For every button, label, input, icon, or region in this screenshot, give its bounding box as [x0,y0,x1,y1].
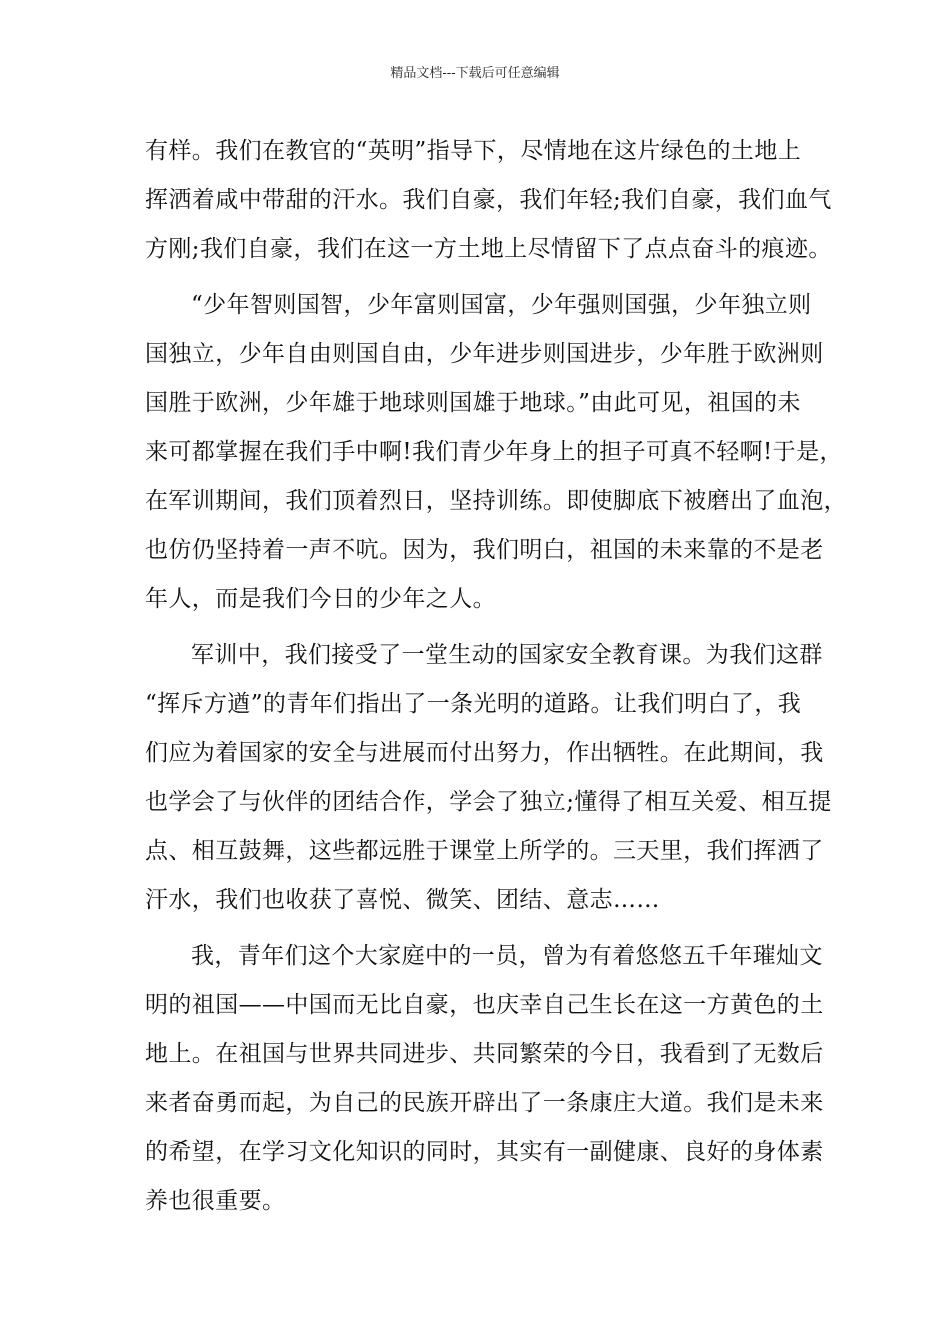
document-body [145,127,847,1226]
paragraph-3-line-1: 军训中，我们接受了一堂生动的国家安全教育课。为我们这群 [191,642,823,668]
page-header: 精品文档---下载后可任意编辑 [390,66,560,81]
paragraph-3-line-6: 汗水，我们也收获了喜悦、微笑、团结、意志…… [145,887,660,913]
paragraph-3-line-3: 们应为着国家的安全与进展而付出努力，作出牺牲。在此期间，我 [145,740,824,766]
paragraph-gap [145,274,825,281]
paragraph-4-line-5: 的希望，在学习文化知识的同时，其实有一副健康、良好的身体素 [145,1139,824,1165]
paragraph-1-line-1: 有样。我们在教官的“英明”指导下，尽情地在这片绿色的土地上 [145,138,802,164]
paragraph-2-line-5: 在军训期间，我们顶着烈日，坚持训练。即使脚底下被磨出了血泡， [145,488,847,514]
paragraph-gap [145,624,825,631]
paragraph-2-line-6: 也仿仍坚持着一声不吭。因为，我们明白，祖国的未来靠的不是老 [145,537,824,563]
paragraph-4-line-2: 明的祖国——中国而无比自豪，也庆幸自己生长在这一方黄色的土 [145,992,824,1018]
paragraph-2-line-2: 国独立，少年自由则国自由，少年进步则国进步，少年胜于欧洲则 [145,341,824,367]
paragraph-gap [145,925,825,932]
paragraph-4-line-4: 来者奋勇而起，为自己的民族开辟出了一条康庄大道。我们是未来 [145,1090,824,1116]
paragraph-3-line-5: 点、相互鼓舞，这些都远胜于课堂上所学的。三天里，我们挥洒了 [145,838,824,864]
paragraph-1-line-3: 方刚;我们自豪，我们在这一方土地上尽情留下了点点奋斗的痕迹。 [145,236,832,262]
paragraph-3-line-4: 也学会了与伙伴的团结合作，学会了独立;懂得了相互关爱、相互提 [145,789,832,815]
paragraph-1-line-2: 挥洒着咸中带甜的汗水。我们自豪，我们年轻;我们自豪，我们血气 [145,187,832,213]
paragraph-2-line-4: 来可都掌握在我们手中啊!我们青少年身上的担子可真不轻啊!于是， [145,439,843,465]
paragraph-3-line-2: “挥斥方遒”的青年们指出了一条光明的道路。让我们明白了，我 [145,691,802,717]
paragraph-4-line-3: 地上。在祖国与世界共同进步、共同繁荣的今日，我看到了无数后 [145,1041,824,1067]
paragraph-4-line-6: 养也很重要。 [145,1188,286,1214]
paragraph-2-line-3: 国胜于欧洲，少年雄于地球则国雄于地球。”由此可见，祖国的未 [145,390,801,416]
paragraph-2-line-1: “少年智则国智，少年富则国富，少年强则国强，少年独立则 [191,292,812,318]
paragraph-4-line-1: 我，青年们这个大家庭中的一员，曾为有着悠悠五千年璀灿文 [191,943,823,969]
paragraph-2-line-7: 年人，而是我们今日的少年之人。 [145,586,496,612]
